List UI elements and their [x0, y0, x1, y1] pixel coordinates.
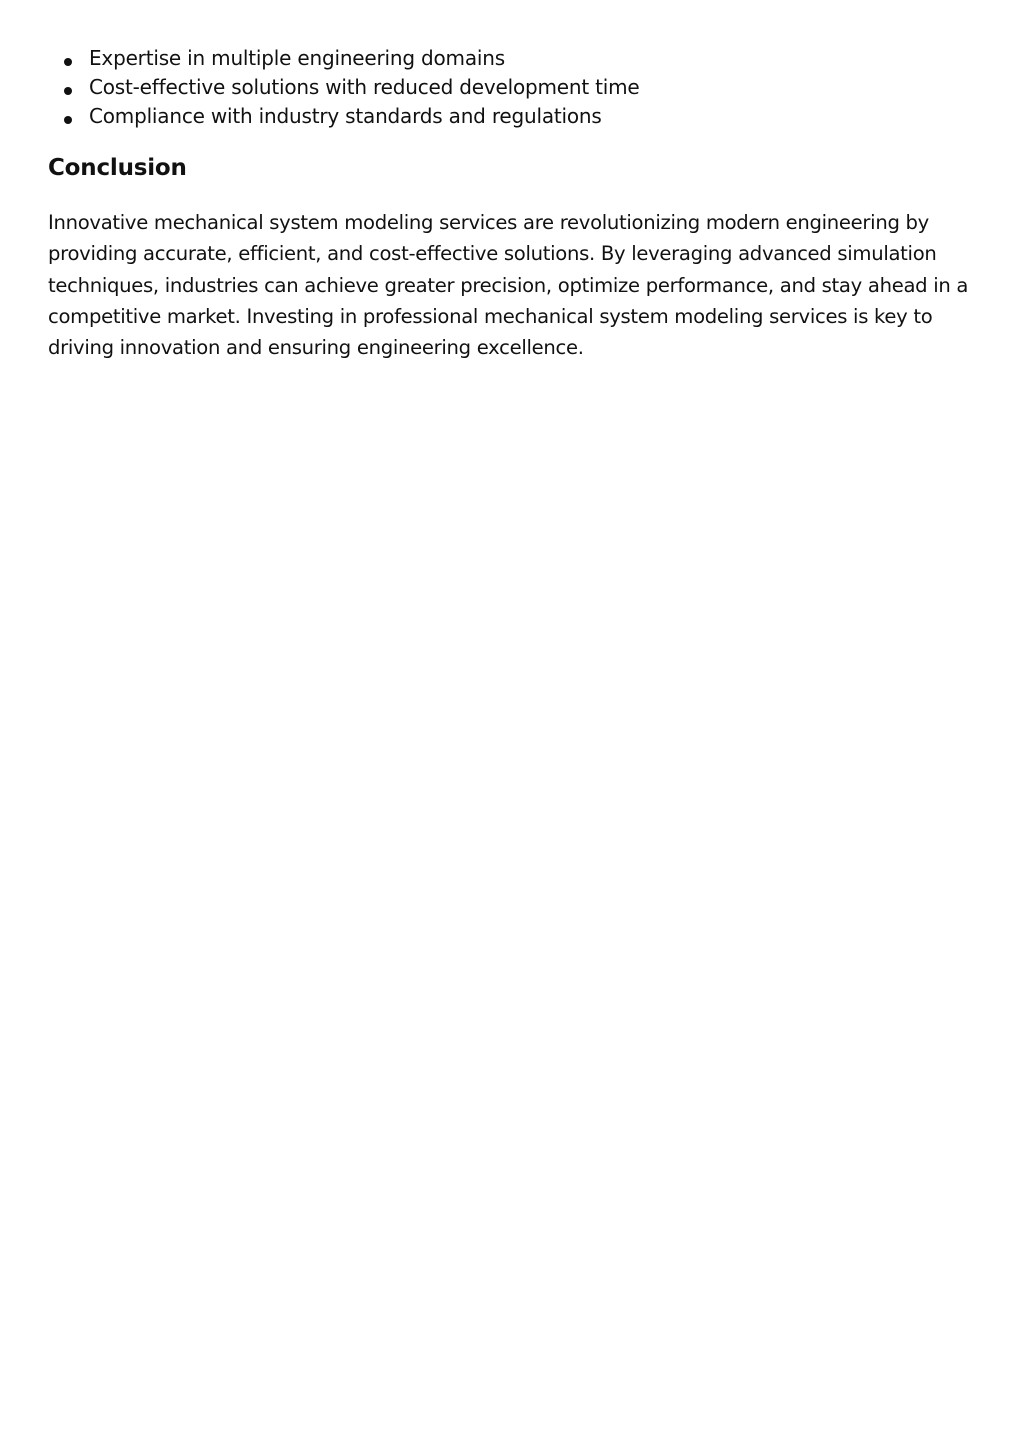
bullet-icon — [64, 116, 72, 124]
list-item — [48, 102, 988, 131]
bullet-icon — [64, 87, 72, 95]
benefits-list — [48, 44, 988, 131]
list-item-text: Expertise in multiple engineering domains — [89, 46, 505, 70]
document-page — [48, 44, 988, 363]
list-item-text: Cost-effective solutions with reduced development time — [89, 75, 640, 99]
conclusion-paragraph: Innovative mechanical system modeling services are revolutionizing modern engineering by providing accurate, efficient, and cost-effective solutions. By leveraging advanced simulation techniques, industries can achieve greater precision, optimize performance, and stay ahead in a competitive market. Investing in professional mechanical system modeling services is key to driving innovation and ensuring engineering excellence. — [48, 211, 969, 360]
bullet-icon — [64, 58, 72, 66]
list-item — [48, 73, 988, 102]
list-item-text: Compliance with industry standards and regulations — [89, 104, 602, 128]
conclusion-heading: Conclusion — [48, 155, 187, 181]
list-item — [48, 44, 988, 73]
